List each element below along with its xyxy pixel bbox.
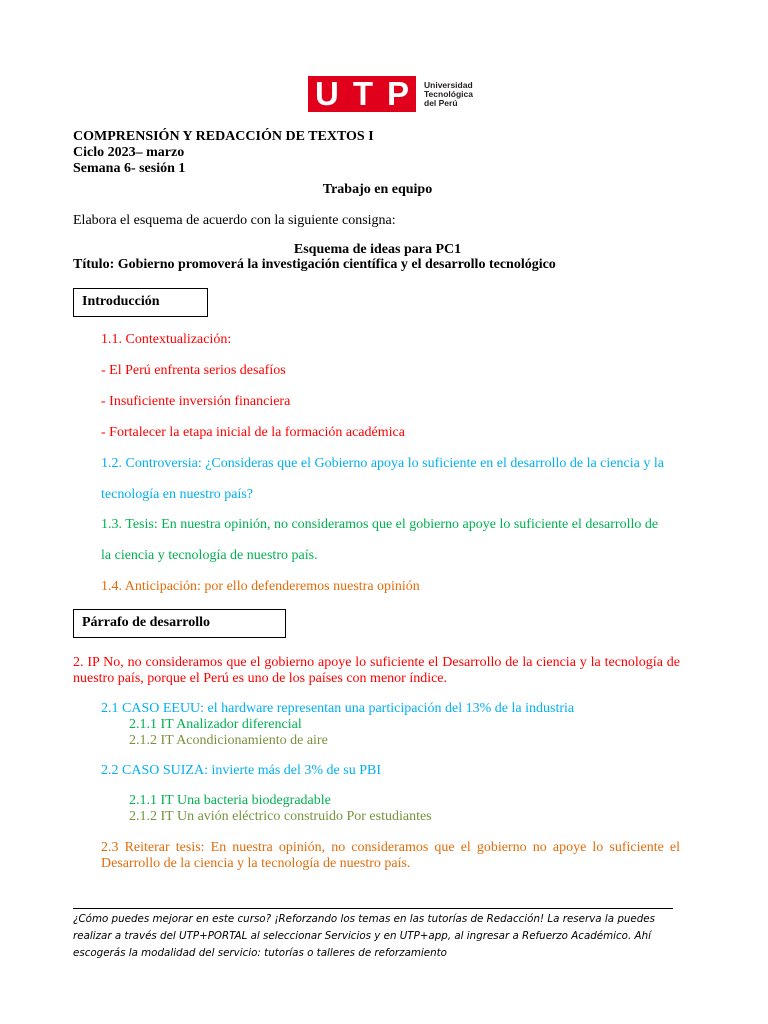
course-title: COMPRENSIÓN Y REDACCIÓN DE TEXTOS I <box>73 129 374 144</box>
contextualization: 1.1. Contextualización: <box>101 332 232 347</box>
case-usa-idea-2: 2.1.2 IT Acondicionamiento de aire <box>129 733 328 748</box>
week-label: Semana 6- sesión 1 <box>73 161 186 176</box>
context-bullet-3: - Fortalecer la etapa inicial de la formación académica <box>101 425 405 440</box>
utp-logo <box>308 76 473 112</box>
cycle-label: Ciclo 2023– marzo <box>73 145 185 160</box>
controversy-line-2: tecnología en nuestro país? <box>101 487 254 502</box>
footer-note: ¿Cómo puedes mejorar en este curso? ¡Reforzando los temas en las tutorías de Redacción! La reserva la puedes realizar a través del UTP+PORTAL al seleccionar Servicios y en UTP+app, al ingresar a Refuerzo Académico. Ahí escogerás la modalidad del servicio: tutorías o talleres de reforzamiento <box>73 913 655 959</box>
logo-letter-p: P <box>386 75 409 112</box>
intro-heading: Introducción <box>82 294 160 309</box>
case-switzerland-idea-2: 2.1.2 IT Un avión eléctrico construido Por estudiantes <box>129 809 432 824</box>
scheme-title: Esquema de ideas para PC1 <box>293 242 462 257</box>
work-title: Trabajo en equipo <box>322 182 433 197</box>
footer-divider <box>73 908 673 909</box>
reiterate-thesis: 2.3 Reiterar tesis: En nuestra opinión, no consideramos que el gobierno no apoye lo suficiente el Desarrollo de la ciencia y la tecnología de nuestro país. <box>101 840 680 871</box>
thesis-line-1: 1.3. Tesis: En nuestra opinión, no consideramos que el gobierno apoye lo suficiente el desarrollo de <box>101 517 659 532</box>
instruction-text: Elabora el esquema de acuerdo con la siguiente consigna: <box>73 213 396 228</box>
intro-heading-box <box>73 288 208 317</box>
development-heading: Párrafo de desarrollo <box>82 615 211 630</box>
main-idea: 2. IP No, no consideramos que el gobierno apoye lo suficiente el Desarrollo de la ciencia y la tecnología de nuestro país, porque el Perú es uno de los países con menor índice. <box>73 655 680 686</box>
logo-wordmark <box>424 81 473 108</box>
thesis-line-2: la ciencia y tecnología de nuestro país. <box>101 548 318 563</box>
controversy-line-1: 1.2. Controversia: ¿Consideras que el Gobierno apoya lo suficiente en el desarrollo de la ciencia y la <box>101 456 664 471</box>
context-bullet-1: - El Perú enfrenta serios desafíos <box>101 363 286 378</box>
context-bullet-2: - Insuficiente inversión financiera <box>101 394 291 409</box>
logo-line-2: Tecnológica <box>424 88 473 99</box>
anticipation: 1.4. Anticipación: por ello defenderemos nuestra opinión <box>101 579 420 594</box>
case-switzerland: 2.2 CASO SUIZA: invierte más del 3% de su PBI <box>101 763 381 778</box>
logo-line-3: del Perú <box>424 97 458 108</box>
development-heading-box <box>73 609 286 638</box>
utp-logo-mark <box>308 76 416 112</box>
case-switzerland-idea-1: 2.1.1 IT Una bacteria biodegradable <box>129 793 331 808</box>
case-usa-idea-1: 2.1.1 IT Analizador diferencial <box>129 717 302 732</box>
logo-line-1: Universidad <box>424 79 473 90</box>
case-usa: 2.1 CASO EEUU: el hardware representan una participación del 13% de la industria <box>101 701 575 716</box>
logo-letter-u: U <box>314 75 339 112</box>
title-line: Título: Gobierno promoverá la investigación científica y el desarrollo tecnológico <box>73 257 556 272</box>
logo-letter-t: T <box>352 75 373 112</box>
